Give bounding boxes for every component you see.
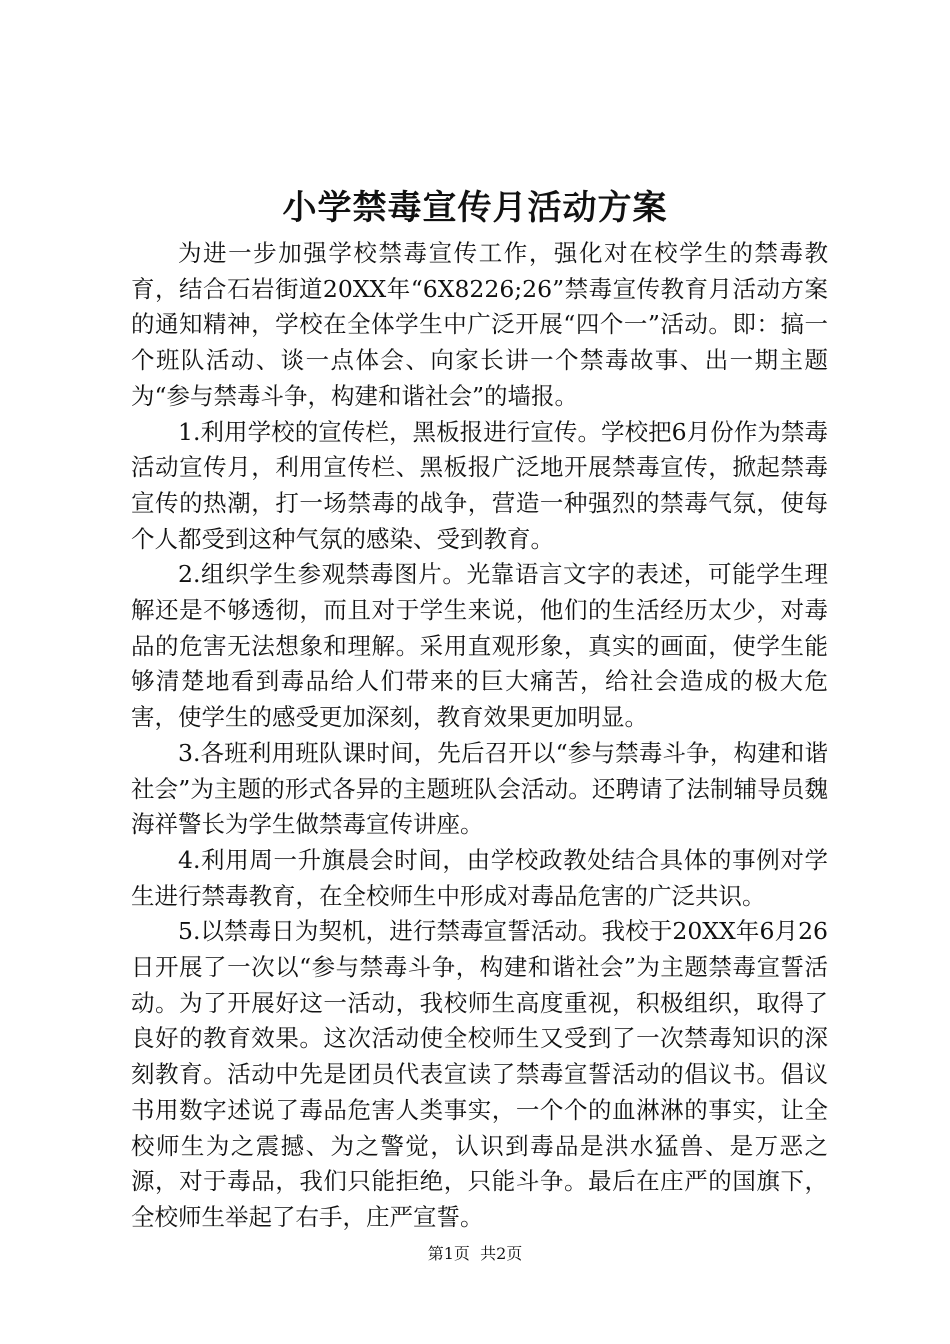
paragraph-item-1: 1.利用学校的宣传栏，黑板报进行宣传。学校把6月份作为禁毒活动宣传月，利用宣传栏、黑板报广泛地开展禁毒宣传，掀起禁毒宣传的热潮，打一场禁毒的战争，营造一种强烈的禁毒气氛，使每个人都受到这种气氛的感染、受到教育。 [131,417,828,553]
page-footer [0,1242,950,1266]
paragraph-item-5: 5.以禁毒日为契机，进行禁毒宣誓活动。我校于20XX年6月26日开展了一次以“参与禁毒斗争，构建和谐社会”为主题禁毒宣誓活动。为了开展好这一活动，我校师生高度重视，积极组织，取得了良好的教育效果。这次活动使全校师生又受到了一次禁毒知识的深刻教育。活动中先是团员代表宣读了禁毒宣誓活动的倡议书。倡议书用数字述说了毒品危害人类事实，一个个的血淋淋的事实，让全校师生为之震撼、为之警觉，认识到毒品是洪水猛兽、是万恶之源，对于毒品，我们只能拒绝，只能斗争。最后在庄严的国旗下，全校师生举起了右手，庄严宣誓。 [131,917,828,1231]
paragraph-item-2: 2.组织学生参观禁毒图片。光靠语言文字的表述，可能学生理解还是不够透彻，而且对于学生来说，他们的生活经历太少，对毒品的危害无法想象和理解。采用直观形象，真实的画面，使学生能够清楚地看到毒品给人们带来的巨大痛苦，给社会造成的极大危害，使学生的感受更加深刻，教育效果更加明显。 [131,560,828,732]
document-body [131,236,828,1236]
paragraph-item-4: 4.利用周一升旗晨会时间，由学校政教处结合具体的事例对学生进行禁毒教育，在全校师生中形成对毒品危害的广泛共识。 [131,845,828,910]
paragraph-intro: 为进一步加强学校禁毒宣传工作，强化对在校学生的禁毒教育，结合石岩街道20XX年“6X8226;26”禁毒宣传教育月活动方案的通知精神，学校在全体学生中广泛开展“四个一”活动。即：搞一个班队活动、谈一点体会、向家长讲一个禁毒故事、出一期主题为“参与禁毒斗争，构建和谐社会”的墙报。 [131,239,828,410]
document-title: 小学禁毒宣传月活动方案 [282,188,668,228]
paragraph-item-3: 3.各班利用班队课时间，先后召开以“参与禁毒斗争，构建和谐社会”为主题的形式各异的主题班队会活动。还聘请了法制辅导员魏海祥警长为学生做禁毒宣传讲座。 [131,738,828,839]
page-total: 共2页 [480,1244,523,1263]
page-number: 第1页 [427,1244,470,1263]
